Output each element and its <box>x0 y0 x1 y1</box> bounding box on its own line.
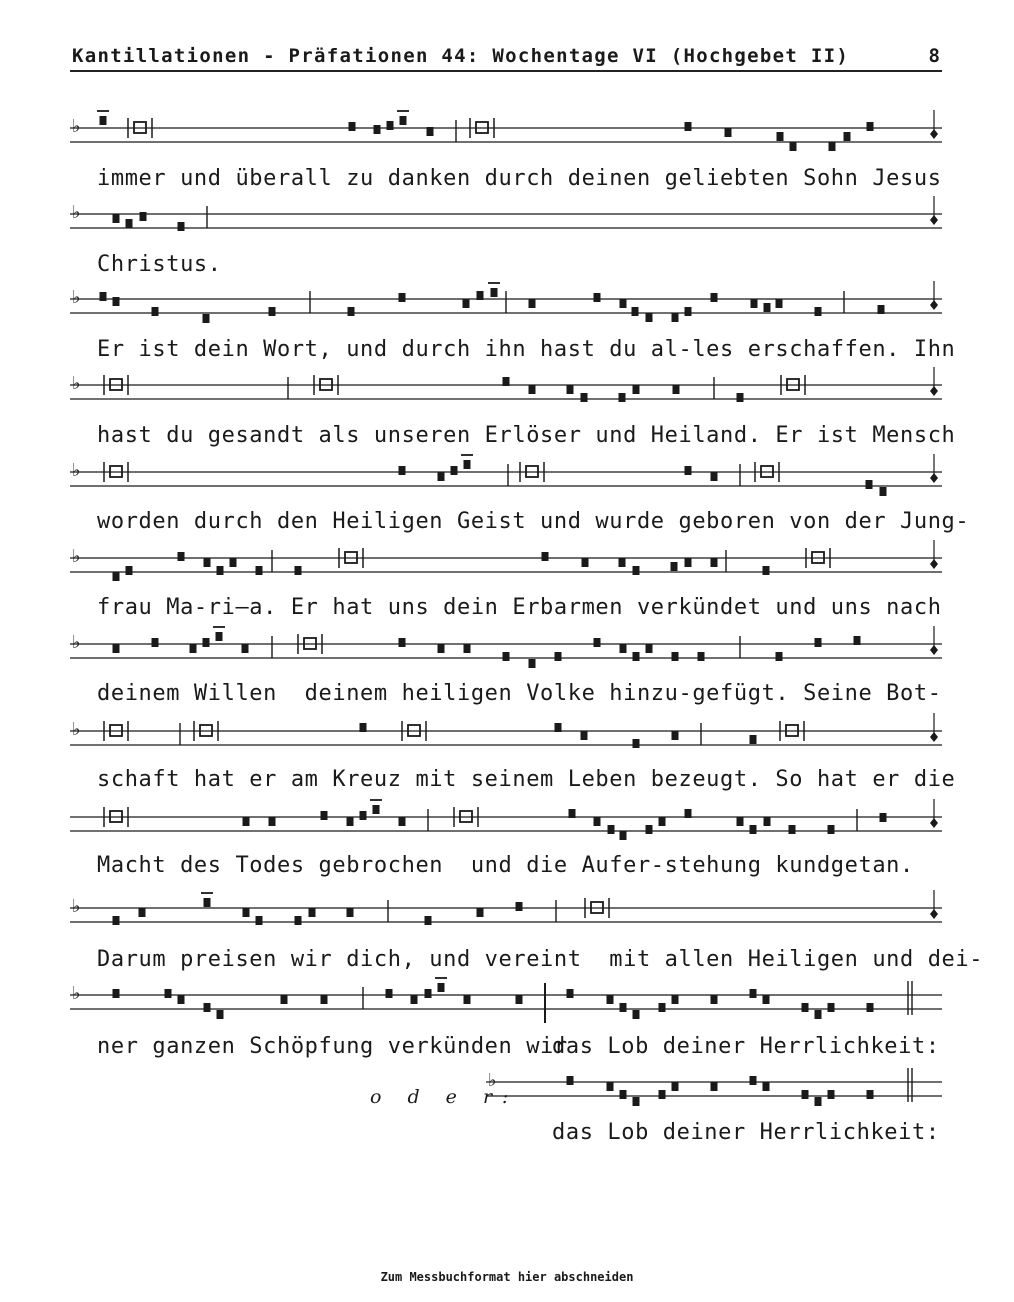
neume-note <box>295 566 302 575</box>
header-title: Kantillationen - Präfationen 44: Wochentage VI (Hochgebet II) <box>72 45 850 67</box>
neume-note <box>620 1090 627 1099</box>
neume-note <box>777 132 784 141</box>
staff-9 <box>0 795 1014 845</box>
neume-note <box>711 1082 718 1091</box>
neume-note <box>659 1090 666 1099</box>
flat-clef-icon: ♭ <box>72 896 81 917</box>
neume-note <box>867 1003 874 1012</box>
neume-note <box>204 1003 211 1012</box>
neume-note <box>243 908 250 917</box>
flat-clef-icon: ♭ <box>72 202 81 223</box>
neume-note <box>555 652 562 661</box>
neume-note <box>763 1082 770 1091</box>
neume-note <box>620 831 627 840</box>
neume-note <box>866 480 873 489</box>
neume-note <box>828 825 835 834</box>
neume-note <box>880 487 887 496</box>
page-header <box>70 44 942 72</box>
flat-clef-icon: ♭ <box>72 719 81 740</box>
neume-note <box>204 898 211 907</box>
neume-note <box>347 817 354 826</box>
alternative-label: o d e r: <box>370 1086 519 1108</box>
neume-note <box>113 572 120 581</box>
neume-note <box>619 393 626 402</box>
flat-clef-icon: ♭ <box>72 373 81 394</box>
lyric-line-1: immer und überall zu danken durch deinen geliebten Sohn Jesus <box>97 166 942 191</box>
neume-note <box>529 659 536 668</box>
staff-7 <box>0 622 1014 672</box>
neume-note <box>451 466 458 475</box>
neume-note <box>607 1082 614 1091</box>
neume-note <box>828 1003 835 1012</box>
neume-note <box>113 214 120 223</box>
lyric-line-6: frau Ma-ri—a. Er hat uns dein Erbarmen verkündet und uns nach <box>97 595 942 620</box>
lyric-line-5: worden durch den Heiligen Geist und wurde geboren von der Jung- <box>97 509 970 534</box>
neume-note <box>633 566 640 575</box>
staff-8 <box>0 709 1014 759</box>
neume-note <box>373 805 380 814</box>
neume-note <box>243 817 250 826</box>
neume-note <box>217 1010 224 1019</box>
neume-note <box>165 989 172 998</box>
neume-note <box>685 466 692 475</box>
staff-1 <box>0 106 1014 156</box>
flat-clef-icon: ♭ <box>72 460 81 481</box>
staff-5 <box>0 450 1014 500</box>
neume-note <box>789 825 796 834</box>
neume-note <box>764 303 771 312</box>
neume-note <box>113 989 120 998</box>
neume-note <box>854 636 861 645</box>
neume-note <box>321 811 328 820</box>
neume-note <box>815 1097 822 1106</box>
neume-note <box>802 1003 809 1012</box>
lyric-line-7: deinem Willen deinem heiligen Volke hinzu-gefügt. Seine Bot- <box>97 681 942 706</box>
neume-note <box>542 552 549 561</box>
neume-note <box>567 989 574 998</box>
neume-note <box>659 1003 666 1012</box>
lyric-line-12: das Lob deiner Herrlichkeit: <box>552 1034 940 1059</box>
neume-note <box>203 638 210 647</box>
neume-note <box>464 644 471 653</box>
neume-note <box>619 558 626 567</box>
flat-clef-icon: ♭ <box>72 546 81 567</box>
neume-note <box>815 307 822 316</box>
neume-note <box>399 817 406 826</box>
neume-note <box>321 995 328 1004</box>
alternative-lyric: das Lob deiner Herrlichkeit: <box>552 1120 940 1145</box>
neume-note <box>491 288 498 297</box>
neume-note <box>581 393 588 402</box>
neume-note <box>387 121 394 130</box>
neume-note <box>152 307 159 316</box>
neume-note <box>216 632 223 641</box>
neume-note <box>427 127 434 136</box>
lyric-line-8: schaft hat er am Kreuz mit seinem Leben bezeugt. So hat er die <box>97 767 956 792</box>
lyric-line-4: hast du gesandt als unseren Erlöser und Heiland. Er ist Mensch <box>97 423 956 448</box>
neume-note <box>516 902 523 911</box>
neume-note <box>763 995 770 1004</box>
neume-note <box>646 825 653 834</box>
neume-note <box>776 299 783 308</box>
neume-note <box>178 552 185 561</box>
neume-note <box>425 916 432 925</box>
neume-note <box>844 132 851 141</box>
neume-note <box>190 644 197 653</box>
neume-note <box>438 983 445 992</box>
neume-note <box>100 292 107 301</box>
neume-note <box>659 817 666 826</box>
neume-note <box>203 314 210 323</box>
lyric-line-10: Darum preisen wir dich, und vereint mit allen Heiligen und dei- <box>97 947 984 972</box>
neume-note <box>608 825 615 834</box>
neume-note <box>829 142 836 151</box>
neume-note <box>594 638 601 647</box>
neume-note <box>878 305 885 314</box>
neume-note <box>399 466 406 475</box>
neume-note <box>750 1076 757 1085</box>
neume-note <box>529 385 536 394</box>
neume-note <box>685 809 692 818</box>
neume-note <box>620 1003 627 1012</box>
neume-note <box>632 307 639 316</box>
neume-note <box>309 908 316 917</box>
neume-note <box>555 723 562 732</box>
neume-note <box>256 566 263 575</box>
neume-note <box>582 558 589 567</box>
staff-11 <box>0 973 1014 1023</box>
neume-note <box>113 644 120 653</box>
neume-note <box>607 995 614 1004</box>
neume-note <box>503 377 510 386</box>
staff-6 <box>0 536 1014 586</box>
neume-note <box>477 291 484 300</box>
neume-note <box>725 128 732 137</box>
neume-note <box>750 989 757 998</box>
neume-note <box>633 1097 640 1106</box>
neume-note <box>152 638 159 647</box>
neume-note <box>763 566 770 575</box>
neume-note <box>620 644 627 653</box>
neume-note <box>374 125 381 134</box>
neume-note <box>113 916 120 925</box>
neume-note <box>399 638 406 647</box>
neume-note <box>360 811 367 820</box>
flat-clef-icon: ♭ <box>72 983 81 1004</box>
flat-clef-icon: ♭ <box>72 116 81 137</box>
neume-note <box>764 817 771 826</box>
neume-note <box>633 1010 640 1019</box>
neume-note <box>425 989 432 998</box>
neume-note <box>880 813 887 822</box>
neume-note <box>867 1090 874 1099</box>
neume-note <box>256 916 263 925</box>
neume-note <box>217 566 224 575</box>
flat-clef-icon: ♭ <box>72 287 81 308</box>
neume-note <box>751 299 758 308</box>
neume-note <box>594 293 601 302</box>
staff-3 <box>0 277 1014 327</box>
neume-note <box>672 731 679 740</box>
neume-note <box>867 122 874 131</box>
neume-note <box>230 558 237 567</box>
neume-note <box>178 995 185 1004</box>
neume-note <box>646 644 653 653</box>
neume-note <box>529 299 536 308</box>
neume-note <box>685 558 692 567</box>
neume-note <box>516 995 523 1004</box>
neume-note <box>126 566 133 575</box>
neume-note <box>671 562 678 571</box>
neume-note <box>672 652 679 661</box>
neume-note <box>140 212 147 221</box>
neume-note <box>815 638 822 647</box>
neume-note <box>438 472 445 481</box>
neume-note <box>503 652 510 661</box>
neume-note <box>646 313 653 322</box>
neume-note <box>815 1010 822 1019</box>
neume-note <box>113 297 120 306</box>
neume-note <box>204 558 211 567</box>
neume-note <box>633 739 640 748</box>
neume-note <box>411 995 418 1004</box>
neume-note <box>802 1090 809 1099</box>
neume-note <box>178 222 185 231</box>
neume-note <box>633 385 640 394</box>
flat-clef-icon: ♭ <box>488 1070 497 1091</box>
neume-note <box>126 219 133 228</box>
staff-4 <box>0 363 1014 413</box>
staff-2 <box>0 192 1014 242</box>
neume-note <box>400 116 407 125</box>
neume-note <box>685 122 692 131</box>
page-number: 8 <box>928 45 940 67</box>
flat-clef-icon: ♭ <box>72 632 81 653</box>
neume-note <box>711 558 718 567</box>
footer-note: Zum Messbuchformat hier abschneiden <box>380 1270 634 1284</box>
neume-note <box>672 995 679 1004</box>
neume-note <box>594 817 601 826</box>
neume-note <box>295 916 302 925</box>
neume-note <box>567 385 574 394</box>
neume-note <box>348 307 355 316</box>
neume-note <box>698 652 705 661</box>
neume-note <box>711 293 718 302</box>
neume-note <box>347 908 354 917</box>
neume-note <box>567 1076 574 1085</box>
neume-note <box>633 652 640 661</box>
neume-note <box>139 908 146 917</box>
neume-note <box>672 313 679 322</box>
neume-note <box>100 116 107 125</box>
neume-note <box>620 299 627 308</box>
neume-note <box>386 989 393 998</box>
neume-note <box>463 299 470 308</box>
neume-note <box>750 825 757 834</box>
neume-note <box>438 644 445 653</box>
neume-note <box>581 731 588 740</box>
neume-note <box>242 644 249 653</box>
lyric-line-11: ner ganzen Schöpfung verkünden wir <box>97 1034 568 1059</box>
neume-note <box>464 460 471 469</box>
neume-note <box>269 307 276 316</box>
lyric-line-3: Er ist dein Wort, und durch ihn hast du al-les erschaffen. Ihn <box>97 337 956 362</box>
neume-note <box>477 908 484 917</box>
neume-note <box>737 393 744 402</box>
lyric-line-9: Macht des Todes gebrochen und die Aufer-stehung kundgetan. <box>97 853 914 878</box>
staff-10 <box>0 886 1014 936</box>
neume-note <box>737 817 744 826</box>
neume-note <box>399 293 406 302</box>
lyric-line-2: Christus. <box>97 252 222 277</box>
neume-note <box>790 142 797 151</box>
neume-note <box>711 995 718 1004</box>
neume-note <box>711 472 718 481</box>
neume-note <box>281 995 288 1004</box>
neume-note <box>360 723 367 732</box>
neume-note <box>673 385 680 394</box>
neume-note <box>750 735 757 744</box>
neume-note <box>685 307 692 316</box>
neume-note <box>464 995 471 1004</box>
neume-note <box>672 1082 679 1091</box>
neume-note <box>269 817 276 826</box>
neume-note <box>828 1090 835 1099</box>
neume-note <box>349 122 356 131</box>
neume-note <box>569 809 576 818</box>
neume-note <box>776 652 783 661</box>
